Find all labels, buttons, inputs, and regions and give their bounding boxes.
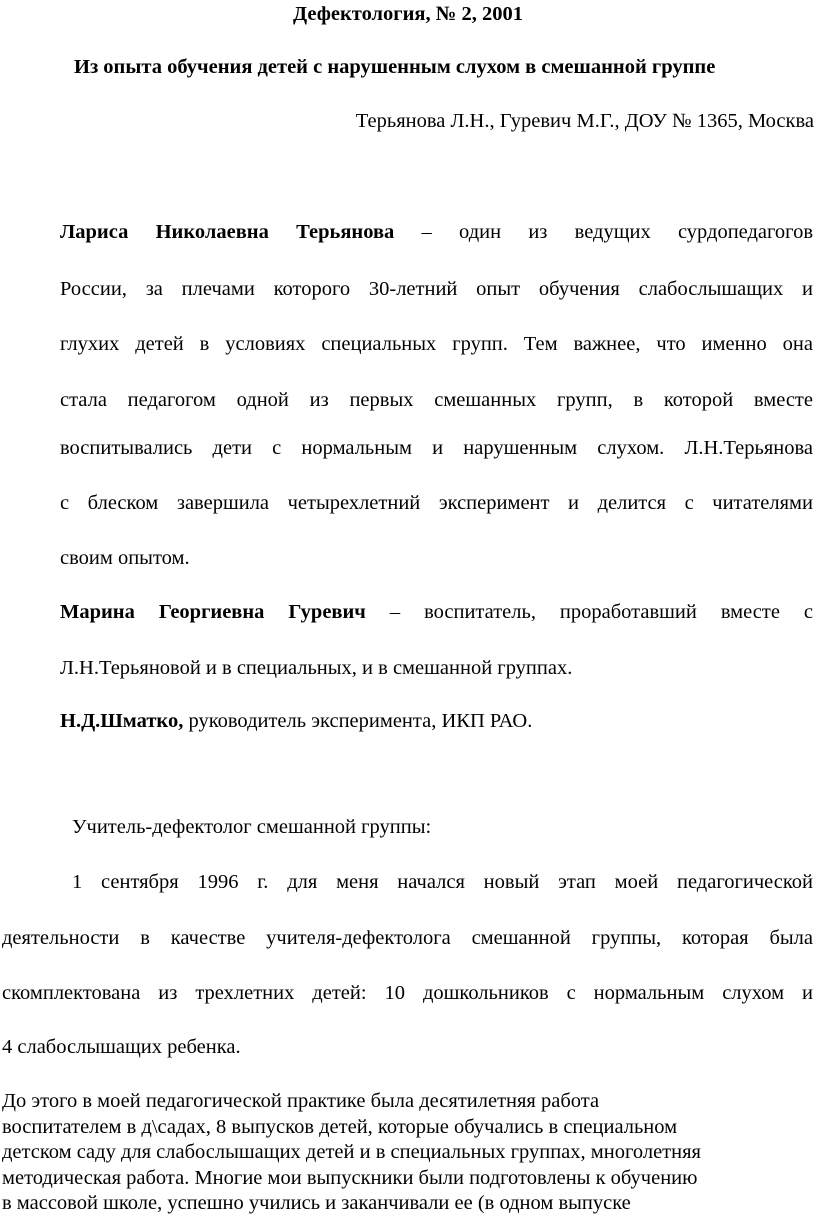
bio1-name: Лариса Николаевна Терьянова bbox=[60, 221, 395, 243]
bio3-line bbox=[60, 711, 532, 732]
tight-line-3: детском саду для слабослышащих детей и в специальных группах, многолетняя bbox=[2, 1141, 701, 1163]
tight-line-1: До этого в моей педагогической практике была десятилетняя работа bbox=[2, 1090, 600, 1112]
bio2-line-1 bbox=[60, 602, 813, 623]
bio1-line-5: воспитывались дети с нормальным и нарушенным слухом. Л.Н.Терьянова bbox=[60, 437, 813, 459]
para-line-3: скомплектована из трехлетних детей: 10 дошкольников с нормальным слухом и bbox=[2, 982, 813, 1004]
bio1-line-4: стала педагогом одной из первых смешанных групп, в которой вместе bbox=[60, 389, 813, 411]
bio2-text: – воспитатель, проработавший вместе с bbox=[365, 601, 813, 623]
article-title: Из опыта обучения детей с нарушенным слухом в смешанной группе bbox=[74, 56, 716, 78]
bio2-line-2: Л.Н.Терьяновой и в специальных, и в смешанной группах. bbox=[60, 657, 573, 679]
tight-line-5: в массовой школе, успешно учились и заканчивали ее (в одном выпуске bbox=[2, 1192, 631, 1214]
para-line-1: 1 сентября 1996 г. для меня начался новый этап моей педагогической bbox=[72, 871, 813, 893]
bio3-text: руководитель эксперимента, ИКП РАО. bbox=[183, 710, 533, 732]
authors-line: Терьянова Л.Н., Гуревич М.Г., ДОУ № 1365, Москва bbox=[355, 110, 814, 132]
tight-paragraph bbox=[2, 1089, 814, 1217]
bio3-name: Н.Д.Шматко, bbox=[60, 710, 184, 732]
tight-line-4: методическая работа. Многие мои выпускники были подготовлены к обучению bbox=[2, 1166, 698, 1189]
tight-line-2: воспитателем в д\садах, 8 выпусков детей, которые обучались в специальном bbox=[2, 1115, 678, 1138]
para-line-4: 4 слабослышащих ребенка. bbox=[2, 1036, 241, 1058]
bio1-line-2: России, за плечами которого 30-летний опыт обучения слабослышащих и bbox=[60, 278, 813, 300]
bio1-line-1 bbox=[60, 222, 813, 243]
bio1-line-6: с блеском завершила четырехлетний эксперимент и делится с читателями bbox=[60, 492, 813, 514]
bio1-line-3: глухих детей в условиях специальных групп. Тем важнее, что именно она bbox=[60, 333, 813, 355]
bio1-text: – один из ведущих сурдопедагогов bbox=[394, 221, 814, 243]
bio2-name: Марина Георгиевна Гуревич bbox=[60, 601, 366, 623]
journal-header: Дефектология, № 2, 2001 bbox=[292, 3, 523, 25]
section-heading: Учитель-дефектолог смешанной группы: bbox=[72, 816, 432, 838]
bio1-line-7: своим опытом. bbox=[60, 547, 190, 569]
para-line-2: деятельности в качестве учителя-дефектолога смешанной группы, которая была bbox=[2, 927, 813, 949]
